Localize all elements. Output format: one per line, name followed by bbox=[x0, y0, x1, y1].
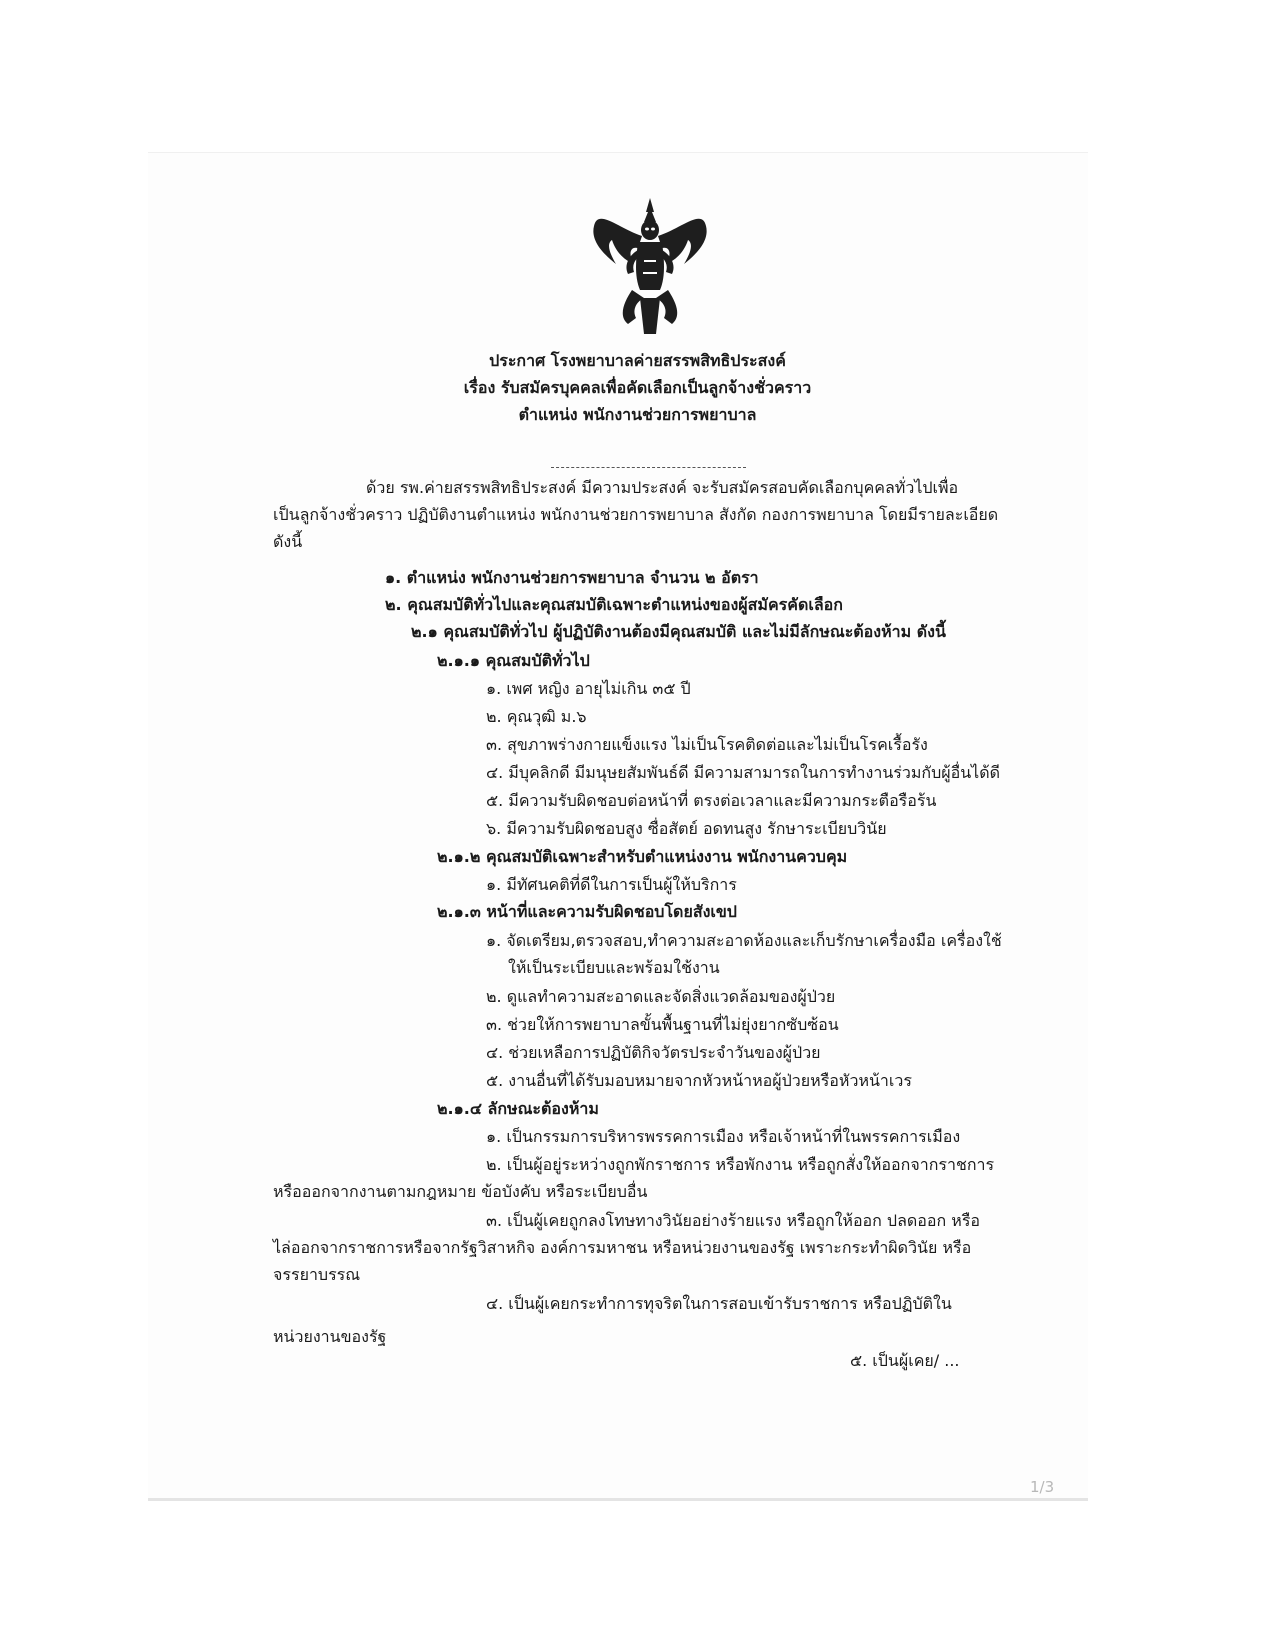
list-item: ๔. มีบุคลิกดี มีมนุษยสัมพันธ์ดี มีความสามารถในการทำงานร่วมกับผู้อื่นได้ดี bbox=[486, 763, 1000, 782]
list-item: ๑. เพศ หญิง อายุไม่เกิน ๓๕ ปี bbox=[486, 679, 691, 698]
list-item: ๖. มีความรับผิดชอบสูง ซื่อสัตย์ อดทนสูง รักษาระเบียบวินัย bbox=[486, 819, 887, 838]
list-item: ๒. คุณวุฒิ ม.๖ bbox=[486, 707, 587, 726]
list-item: ๕. งานอื่นที่ได้รับมอบหมายจากหัวหน้าหอผู้ป่วยหรือหัวหน้าเวร bbox=[486, 1071, 912, 1090]
page-indicator: 1/3 bbox=[1030, 1478, 1055, 1496]
intro-line-2: เป็นลูกจ้างชั่วคราว ปฏิบัติงานตำแหน่ง พนักงานช่วยการพยาบาล สังกัด กองการพยาบาล โดยมีรายละเอียด bbox=[273, 505, 999, 524]
section-2-1-1-heading: ๒.๑.๑ คุณสมบัติทั่วไป bbox=[437, 651, 590, 670]
list-item-continuation: ไล่ออกจากราชการหรือจากรัฐวิสาหกิจ องค์การมหาชน หรือหน่วยงานของรัฐ เพราะกระทำผิดวินัย หรือ bbox=[273, 1238, 972, 1257]
list-item: ๒. เป็นผู้อยู่ระหว่างถูกพักราชการ หรือพักงาน หรือถูกสั่งให้ออกจากราชการ bbox=[486, 1155, 995, 1174]
list-item: ๑. มีทัศนคติที่ดีในการเป็นผู้ให้บริการ bbox=[486, 875, 737, 894]
list-item-continuation: หรือออกจากงานตามกฎหมาย ข้อบังคับ หรือระเบียบอื่น bbox=[273, 1182, 648, 1201]
section-2-1-2-heading: ๒.๑.๒ คุณสมบัติเฉพาะสำหรับตำแหน่งงาน พนักงานควบคุม bbox=[437, 847, 848, 866]
garuda-emblem-icon bbox=[588, 198, 712, 334]
section-2-heading: ๒. คุณสมบัติทั่วไปและคุณสมบัติเฉพาะตำแหน่งของผู้สมัครคัดเลือก bbox=[385, 595, 843, 614]
announcement-title: ประกาศ โรงพยาบาลค่ายสรรพสิทธิประสงค์ bbox=[489, 351, 786, 370]
list-item: ๔. เป็นผู้เคยกระทำการทุจริตในการสอบเข้ารับราชการ หรือปฏิบัติใน bbox=[486, 1294, 952, 1313]
continuation-text: ๕. เป็นผู้เคย/ ... bbox=[850, 1351, 960, 1370]
list-item-continuation: จรรยาบรรณ bbox=[273, 1265, 361, 1284]
page-edge bbox=[148, 1498, 1088, 1501]
section-2-1-4-heading: ๒.๑.๔ ลักษณะต้องห้าม bbox=[437, 1099, 599, 1118]
list-item-continuation: หน่วยงานของรัฐ bbox=[273, 1327, 387, 1346]
list-item: ๕. มีความรับผิดชอบต่อหน้าที่ ตรงต่อเวลาและมีความกระตือรือร้น bbox=[486, 791, 937, 810]
list-item: ๔. ช่วยเหลือการปฏิบัติกิจวัตรประจำวันของผู้ป่วย bbox=[486, 1043, 821, 1062]
list-item: ๓. สุขภาพร่างกายแข็งแรง ไม่เป็นโรคติดต่อและไม่เป็นโรคเรื้อรัง bbox=[486, 735, 928, 754]
announcement-position: ตำแหน่ง พนักงานช่วยการพยาบาล bbox=[518, 405, 757, 424]
list-item: ๓. เป็นผู้เคยถูกลงโทษทางวินัยอย่างร้ายแรง หรือถูกให้ออก ปลดออก หรือ bbox=[486, 1211, 981, 1230]
list-item-continuation: ให้เป็นระเบียบและพร้อมใช้งาน bbox=[508, 958, 720, 977]
header-separator bbox=[551, 467, 746, 468]
list-item: ๑. จัดเตรียม,ตรวจสอบ,ทำความสะอาดห้องและเก็บรักษาเครื่องมือ เครื่องใช้ bbox=[486, 931, 1002, 950]
list-item: ๓. ช่วยให้การพยาบาลขั้นพื้นฐานที่ไม่ยุ่งยากซับซ้อน bbox=[486, 1015, 839, 1034]
list-item: ๒. ดูแลทำความสะอาดและจัดสิ่งแวดล้อมของผู้ป่วย bbox=[486, 987, 836, 1006]
section-1-heading: ๑. ตำแหน่ง พนักงานช่วยการพยาบาล จำนวน ๒ อัตรา bbox=[385, 568, 759, 587]
section-2-1-heading: ๒.๑ คุณสมบัติทั่วไป ผู้ปฏิบัติงานต้องมีคุณสมบัติ และไม่มีลักษณะต้องห้าม ดังนี้ bbox=[411, 622, 946, 641]
announcement-subject: เรื่อง รับสมัครบุคคลเพื่อคัดเลือกเป็นลูกจ้างชั่วคราว bbox=[463, 378, 812, 397]
section-2-1-3-heading: ๒.๑.๓ หน้าที่และความรับผิดชอบโดยสังเขป bbox=[437, 902, 737, 921]
intro-line-3: ดังนี้ bbox=[273, 532, 303, 551]
list-item: ๑. เป็นกรรมการบริหารพรรคการเมือง หรือเจ้าหน้าที่ในพรรคการเมือง bbox=[486, 1127, 961, 1146]
intro-line-1: ด้วย รพ.ค่ายสรรพสิทธิประสงค์ มีความประสงค์ จะรับสมัครสอบคัดเลือกบุคคลทั่วไปเพื่อ bbox=[366, 478, 959, 497]
